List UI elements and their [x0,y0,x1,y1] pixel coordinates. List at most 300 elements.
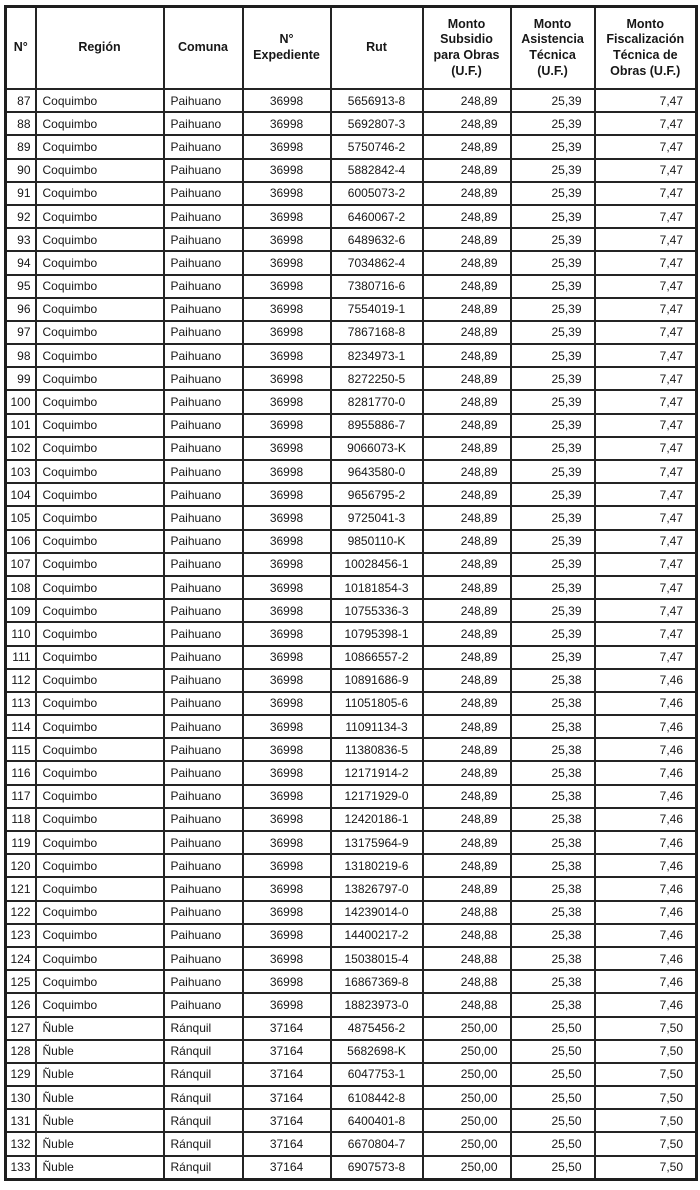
cell-comuna: Paihuano [164,135,243,158]
cell-numero: 94 [6,251,36,274]
cell-comuna: Paihuano [164,576,243,599]
cell-monto-fiscalizacion: 7,46 [595,993,697,1016]
cell-monto-fiscalizacion: 7,47 [595,182,697,205]
cell-monto-subsidio: 248,89 [423,808,511,831]
table-row [6,390,697,413]
cell-monto-subsidio: 248,89 [423,761,511,784]
cell-monto-fiscalizacion: 7,46 [595,669,697,692]
cell-comuna: Paihuano [164,993,243,1016]
table-row [6,483,697,506]
cell-expediente: 36998 [243,622,331,645]
cell-expediente: 36998 [243,483,331,506]
table-row [6,205,697,228]
cell-numero: 124 [6,947,36,970]
cell-expediente: 36998 [243,599,331,622]
cell-expediente: 36998 [243,646,331,669]
cell-region: Coquimbo [36,622,164,645]
cell-numero: 102 [6,437,36,460]
cell-numero: 118 [6,808,36,831]
cell-rut: 11051805-6 [331,692,423,715]
cell-monto-asistencia: 25,39 [511,622,595,645]
cell-expediente: 37164 [243,1040,331,1063]
cell-numero: 97 [6,321,36,344]
cell-monto-fiscalizacion: 7,47 [595,159,697,182]
cell-monto-asistencia: 25,38 [511,970,595,993]
cell-expediente: 36998 [243,692,331,715]
cell-expediente: 36998 [243,367,331,390]
cell-monto-subsidio: 250,00 [423,1040,511,1063]
cell-region: Coquimbo [36,298,164,321]
cell-rut: 7867168-8 [331,321,423,344]
cell-monto-asistencia: 25,38 [511,715,595,738]
table-row [6,576,697,599]
cell-comuna: Paihuano [164,414,243,437]
cell-expediente: 37164 [243,1063,331,1086]
cell-rut: 11091134-3 [331,715,423,738]
cell-numero: 117 [6,785,36,808]
cell-expediente: 36998 [243,275,331,298]
cell-monto-subsidio: 248,89 [423,205,511,228]
cell-comuna: Paihuano [164,901,243,924]
cell-monto-subsidio: 248,88 [423,993,511,1016]
cell-comuna: Paihuano [164,761,243,784]
cell-monto-asistencia: 25,39 [511,321,595,344]
cell-comuna: Paihuano [164,622,243,645]
table-body [6,89,697,1179]
cell-expediente: 37164 [243,1086,331,1109]
cell-monto-fiscalizacion: 7,46 [595,715,697,738]
cell-region: Coquimbo [36,854,164,877]
cell-rut: 14400217-2 [331,924,423,947]
cell-numero: 87 [6,89,36,112]
cell-region: Coquimbo [36,993,164,1016]
table-row [6,901,697,924]
cell-monto-asistencia: 25,38 [511,808,595,831]
cell-monto-asistencia: 25,39 [511,251,595,274]
cell-expediente: 37164 [243,1017,331,1040]
cell-expediente: 36998 [243,182,331,205]
cell-numero: 122 [6,901,36,924]
cell-monto-asistencia: 25,38 [511,692,595,715]
cell-monto-asistencia: 25,39 [511,135,595,158]
cell-monto-fiscalizacion: 7,46 [595,854,697,877]
cell-expediente: 37164 [243,1156,331,1180]
cell-monto-subsidio: 248,89 [423,437,511,460]
cell-monto-subsidio: 248,89 [423,506,511,529]
cell-rut: 10891686-9 [331,669,423,692]
cell-monto-asistencia: 25,39 [511,599,595,622]
cell-region: Coquimbo [36,785,164,808]
cell-comuna: Paihuano [164,831,243,854]
cell-rut: 7554019-1 [331,298,423,321]
cell-monto-subsidio: 248,89 [423,483,511,506]
cell-region: Coquimbo [36,599,164,622]
cell-region: Coquimbo [36,251,164,274]
cell-numero: 112 [6,669,36,692]
cell-comuna: Paihuano [164,715,243,738]
cell-monto-asistencia: 25,39 [511,576,595,599]
cell-region: Coquimbo [36,576,164,599]
cell-region: Coquimbo [36,506,164,529]
cell-comuna: Paihuano [164,506,243,529]
cell-monto-fiscalizacion: 7,46 [595,692,697,715]
cell-monto-fiscalizacion: 7,47 [595,576,697,599]
cell-rut: 9850110-K [331,530,423,553]
cell-monto-subsidio: 250,00 [423,1017,511,1040]
cell-monto-subsidio: 248,89 [423,785,511,808]
cell-monto-asistencia: 25,38 [511,901,595,924]
cell-monto-fiscalizacion: 7,46 [595,947,697,970]
cell-numero: 133 [6,1156,36,1180]
cell-monto-subsidio: 248,89 [423,414,511,437]
cell-numero: 100 [6,390,36,413]
cell-monto-subsidio: 248,89 [423,576,511,599]
cell-monto-subsidio: 248,89 [423,159,511,182]
cell-monto-fiscalizacion: 7,47 [595,251,697,274]
cell-expediente: 36998 [243,506,331,529]
cell-monto-fiscalizacion: 7,46 [595,831,697,854]
cell-expediente: 36998 [243,205,331,228]
cell-expediente: 36998 [243,576,331,599]
cell-expediente: 36998 [243,159,331,182]
cell-monto-asistencia: 25,39 [511,159,595,182]
cell-monto-asistencia: 25,50 [511,1109,595,1132]
cell-comuna: Paihuano [164,924,243,947]
cell-expediente: 37164 [243,1109,331,1132]
table-row [6,1017,697,1040]
cell-rut: 12171914-2 [331,761,423,784]
cell-expediente: 36998 [243,669,331,692]
cell-monto-subsidio: 248,89 [423,877,511,900]
cell-rut: 8234973-1 [331,344,423,367]
cell-numero: 127 [6,1017,36,1040]
cell-region: Ñuble [36,1086,164,1109]
cell-monto-subsidio: 248,89 [423,831,511,854]
table-row [6,1086,697,1109]
cell-monto-subsidio: 248,88 [423,924,511,947]
cell-numero: 125 [6,970,36,993]
cell-monto-subsidio: 248,89 [423,854,511,877]
cell-monto-asistencia: 25,39 [511,112,595,135]
table-row [6,715,697,738]
cell-comuna: Paihuano [164,669,243,692]
cell-rut: 6907573-8 [331,1156,423,1180]
table-row [6,112,697,135]
cell-monto-fiscalizacion: 7,47 [595,344,697,367]
cell-expediente: 36998 [243,785,331,808]
cell-monto-asistencia: 25,38 [511,785,595,808]
table-row [6,924,697,947]
cell-expediente: 36998 [243,321,331,344]
cell-monto-fiscalizacion: 7,47 [595,298,697,321]
cell-expediente: 36998 [243,390,331,413]
cell-monto-asistencia: 25,38 [511,877,595,900]
cell-expediente: 36998 [243,761,331,784]
cell-monto-asistencia: 25,39 [511,367,595,390]
cell-rut: 10181854-3 [331,576,423,599]
cell-monto-subsidio: 248,89 [423,182,511,205]
cell-monto-subsidio: 248,89 [423,599,511,622]
cell-rut: 5682698-K [331,1040,423,1063]
table-row [6,321,697,344]
cell-monto-fiscalizacion: 7,47 [595,205,697,228]
cell-monto-asistencia: 25,39 [511,414,595,437]
table-row [6,437,697,460]
cell-numero: 91 [6,182,36,205]
cell-numero: 104 [6,483,36,506]
table-row [6,506,697,529]
table-row [6,1040,697,1063]
cell-monto-fiscalizacion: 7,47 [595,599,697,622]
cell-rut: 5882842-4 [331,159,423,182]
cell-monto-fiscalizacion: 7,46 [595,761,697,784]
table-row [6,599,697,622]
cell-comuna: Paihuano [164,89,243,112]
header-comuna: Comuna [164,7,243,90]
cell-monto-subsidio: 250,00 [423,1109,511,1132]
cell-monto-asistencia: 25,39 [511,275,595,298]
cell-comuna: Paihuano [164,437,243,460]
cell-monto-fiscalizacion: 7,50 [595,1132,697,1155]
table-row [6,1063,697,1086]
cell-comuna: Paihuano [164,692,243,715]
cell-region: Coquimbo [36,692,164,715]
cell-comuna: Paihuano [164,460,243,483]
table-row [6,761,697,784]
cell-comuna: Ránquil [164,1063,243,1086]
cell-region: Coquimbo [36,901,164,924]
table-row [6,1156,697,1180]
cell-expediente: 37164 [243,1132,331,1155]
cell-comuna: Paihuano [164,530,243,553]
cell-numero: 101 [6,414,36,437]
cell-region: Coquimbo [36,483,164,506]
cell-monto-subsidio: 248,89 [423,738,511,761]
cell-comuna: Ránquil [164,1156,243,1180]
cell-expediente: 36998 [243,298,331,321]
cell-comuna: Paihuano [164,298,243,321]
cell-expediente: 36998 [243,831,331,854]
cell-numero: 132 [6,1132,36,1155]
header-expediente: N° Expediente [243,7,331,90]
cell-rut: 7034862-4 [331,251,423,274]
cell-region: Coquimbo [36,808,164,831]
cell-monto-asistencia: 25,38 [511,854,595,877]
cell-rut: 8955886-7 [331,414,423,437]
table-row [6,669,697,692]
cell-expediente: 36998 [243,715,331,738]
cell-monto-fiscalizacion: 7,47 [595,135,697,158]
cell-numero: 111 [6,646,36,669]
cell-monto-subsidio: 248,89 [423,553,511,576]
cell-numero: 110 [6,622,36,645]
table-row [6,1132,697,1155]
cell-monto-asistencia: 25,39 [511,553,595,576]
cell-rut: 6108442-8 [331,1086,423,1109]
table-row [6,738,697,761]
cell-numero: 107 [6,553,36,576]
cell-rut: 18823973-0 [331,993,423,1016]
cell-numero: 119 [6,831,36,854]
cell-monto-subsidio: 248,89 [423,298,511,321]
cell-region: Coquimbo [36,275,164,298]
cell-monto-asistencia: 25,50 [511,1156,595,1180]
table-row [6,159,697,182]
cell-region: Coquimbo [36,344,164,367]
cell-rut: 6400401-8 [331,1109,423,1132]
cell-monto-subsidio: 248,89 [423,321,511,344]
table-row [6,182,697,205]
cell-comuna: Paihuano [164,854,243,877]
cell-monto-fiscalizacion: 7,47 [595,112,697,135]
table-row [6,877,697,900]
cell-rut: 6489632-6 [331,228,423,251]
cell-comuna: Ránquil [164,1109,243,1132]
cell-rut: 15038015-4 [331,947,423,970]
cell-numero: 99 [6,367,36,390]
cell-monto-asistencia: 25,38 [511,831,595,854]
cell-numero: 108 [6,576,36,599]
cell-monto-fiscalizacion: 7,46 [595,738,697,761]
cell-rut: 6047753-1 [331,1063,423,1086]
cell-numero: 96 [6,298,36,321]
cell-region: Coquimbo [36,669,164,692]
cell-rut: 6460067-2 [331,205,423,228]
cell-comuna: Paihuano [164,646,243,669]
cell-region: Coquimbo [36,89,164,112]
cell-expediente: 36998 [243,877,331,900]
cell-monto-asistencia: 25,38 [511,993,595,1016]
cell-numero: 113 [6,692,36,715]
cell-region: Coquimbo [36,159,164,182]
cell-monto-fiscalizacion: 7,47 [595,622,697,645]
cell-monto-fiscalizacion: 7,47 [595,228,697,251]
cell-rut: 12171929-0 [331,785,423,808]
cell-comuna: Paihuano [164,367,243,390]
cell-monto-asistencia: 25,38 [511,738,595,761]
cell-rut: 9066073-K [331,437,423,460]
cell-monto-asistencia: 25,50 [511,1017,595,1040]
cell-monto-fiscalizacion: 7,47 [595,321,697,344]
table-row [6,993,697,1016]
cell-monto-fiscalizacion: 7,50 [595,1017,697,1040]
cell-monto-subsidio: 248,88 [423,947,511,970]
cell-expediente: 36998 [243,251,331,274]
cell-region: Coquimbo [36,738,164,761]
cell-monto-subsidio: 248,89 [423,530,511,553]
cell-expediente: 36998 [243,854,331,877]
cell-region: Ñuble [36,1040,164,1063]
cell-monto-asistencia: 25,39 [511,182,595,205]
header-monto-fiscalizacion: Monto Fiscalización Técnica de Obras (U.F.) [595,7,697,90]
header-row [6,7,697,90]
cell-monto-asistencia: 25,50 [511,1063,595,1086]
table-row [6,251,697,274]
cell-comuna: Paihuano [164,251,243,274]
cell-region: Ñuble [36,1132,164,1155]
table-row [6,530,697,553]
table-row [6,298,697,321]
cell-region: Coquimbo [36,715,164,738]
cell-monto-fiscalizacion: 7,47 [595,483,697,506]
cell-comuna: Paihuano [164,159,243,182]
cell-monto-fiscalizacion: 7,46 [595,901,697,924]
cell-comuna: Paihuano [164,808,243,831]
cell-region: Ñuble [36,1109,164,1132]
cell-expediente: 36998 [243,553,331,576]
cell-monto-fiscalizacion: 7,50 [595,1063,697,1086]
cell-region: Coquimbo [36,182,164,205]
cell-expediente: 36998 [243,112,331,135]
cell-monto-asistencia: 25,39 [511,89,595,112]
cell-monto-asistencia: 25,50 [511,1040,595,1063]
cell-numero: 98 [6,344,36,367]
cell-monto-fiscalizacion: 7,47 [595,460,697,483]
cell-expediente: 36998 [243,738,331,761]
cell-numero: 88 [6,112,36,135]
cell-monto-fiscalizacion: 7,46 [595,970,697,993]
cell-region: Coquimbo [36,553,164,576]
cell-expediente: 36998 [243,947,331,970]
cell-rut: 13175964-9 [331,831,423,854]
cell-numero: 131 [6,1109,36,1132]
cell-numero: 105 [6,506,36,529]
cell-numero: 126 [6,993,36,1016]
cell-monto-fiscalizacion: 7,47 [595,414,697,437]
table-row [6,135,697,158]
header-rut: Rut [331,7,423,90]
cell-numero: 90 [6,159,36,182]
cell-expediente: 36998 [243,530,331,553]
cell-monto-subsidio: 248,89 [423,669,511,692]
table-row [6,947,697,970]
cell-monto-fiscalizacion: 7,47 [595,89,697,112]
cell-expediente: 36998 [243,924,331,947]
cell-monto-asistencia: 25,39 [511,483,595,506]
cell-monto-fiscalizacion: 7,47 [595,506,697,529]
cell-monto-fiscalizacion: 7,47 [595,530,697,553]
cell-rut: 10795398-1 [331,622,423,645]
cell-numero: 106 [6,530,36,553]
cell-region: Coquimbo [36,112,164,135]
cell-region: Coquimbo [36,831,164,854]
cell-comuna: Paihuano [164,275,243,298]
cell-monto-asistencia: 25,50 [511,1086,595,1109]
table-row [6,646,697,669]
table-row [6,367,697,390]
cell-monto-subsidio: 248,89 [423,251,511,274]
cell-numero: 121 [6,877,36,900]
table-row [6,460,697,483]
cell-monto-subsidio: 250,00 [423,1132,511,1155]
cell-region: Coquimbo [36,947,164,970]
cell-rut: 10866557-2 [331,646,423,669]
cell-monto-subsidio: 248,88 [423,901,511,924]
beneficiaries-table [4,5,698,1181]
table-row [6,344,697,367]
cell-region: Ñuble [36,1017,164,1040]
cell-monto-subsidio: 248,89 [423,89,511,112]
table-row [6,1109,697,1132]
table-row [6,89,697,112]
cell-rut: 6005073-2 [331,182,423,205]
cell-region: Coquimbo [36,135,164,158]
cell-expediente: 36998 [243,414,331,437]
cell-monto-asistencia: 25,39 [511,298,595,321]
cell-region: Coquimbo [36,924,164,947]
cell-expediente: 36998 [243,437,331,460]
cell-comuna: Ránquil [164,1132,243,1155]
